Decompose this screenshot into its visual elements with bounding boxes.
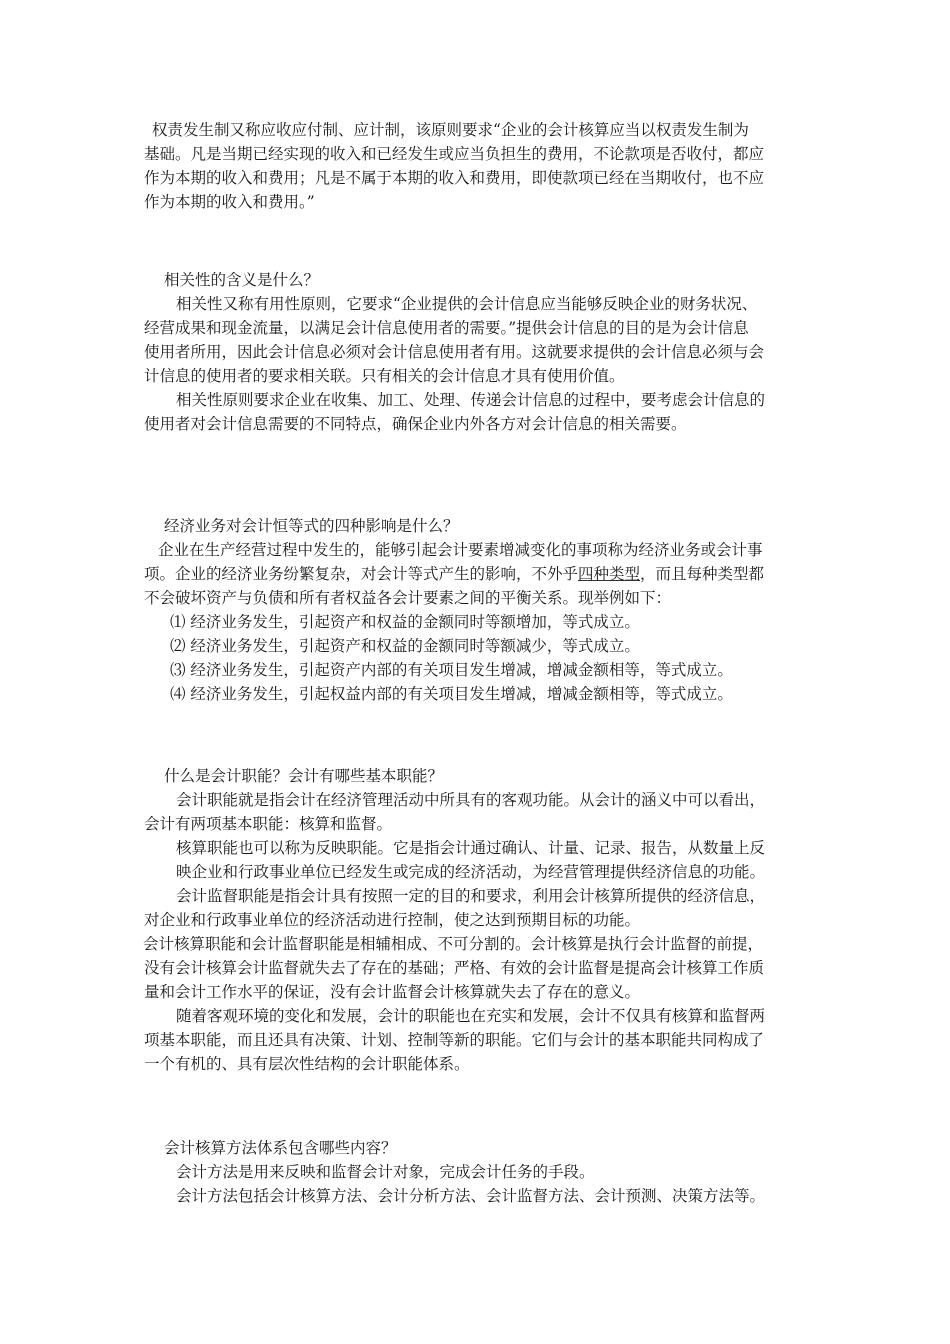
paragraph-line: 会计核算职能和会计监督职能是相辅相成、不可分割的。会计核算是执行会计监督的前提， (143, 935, 764, 953)
paragraph-line: 计信息的使用者的要求相关联。只有相关的会计信息才具有使用价值。 (144, 367, 625, 385)
paragraph-line: 不会破坏资产与负债和所有者权益各会计要素之间的平衡关系。现举例如下： (144, 589, 672, 607)
question-heading: 什么是会计职能？会计有哪些基本职能？ (164, 767, 444, 785)
paragraph-line: 随着客观环境的变化和发展，会计的职能也在充实和发展，会计不仅具有核算和监督两 (176, 1007, 766, 1025)
list-item: ⑴ 经济业务发生，引起资产和权益的金额同时等额增加，等式成立。 (170, 613, 640, 631)
paragraph-line: 经营成果和现金流量，以满足会计信息使用者的需要。”提供会计信息的目的是为会计信息 (144, 319, 749, 337)
paragraph-line (144, 562, 814, 586)
accounting-methods-section (144, 1136, 814, 1208)
paragraph-line: 会计监督职能是指会计具有按照一定的目的和要求，利用会计核算所提供的经济信息， (176, 887, 766, 905)
relevance-section (144, 268, 814, 436)
text-run: 项。企业的经济业务纷繁复杂，对会计等式产生的影响，不外乎 (144, 565, 579, 583)
list-item: ⑶ 经济业务发生，引起资产内部的有关项目发生增减，增减金额相等，等式成立。 (170, 661, 733, 679)
question-heading: 相关性的含义是什么？ (164, 271, 320, 289)
paragraph-line: 相关性又称有用性原则，它要求“企业提供的会计信息应当能够反映企业的财务状况、 (176, 295, 758, 313)
paragraph-line: 作为本期的收入和费用。” (144, 193, 315, 211)
question-heading: 经济业务对会计恒等式的四种影响是什么？ (164, 517, 459, 535)
paragraph-line: 使用者所用，因此会计信息必须对会计信息使用者有用。这就要求提供的会计信息必须与会 (144, 343, 765, 361)
paragraph-line: 会计有两项基本职能：核算和监督。 (144, 815, 393, 833)
paragraph-line: 一个有机的、具有层次性结构的会计职能体系。 (144, 1055, 470, 1073)
paragraph-line: 会计职能就是指会计在经济管理活动中所具有的客观功能。从会计的涵义中可以看出， (176, 791, 766, 809)
paragraph-line: 核算职能也可以称为反映职能。它是指会计通过确认、计量、记录、报告，从数量上反 (176, 839, 766, 857)
paragraph-line: 没有会计核算会计监督就失去了存在的基础；严格、有效的会计监督是提高会计核算工作质 (144, 959, 765, 977)
paragraph-line: 会计方法包括会计核算方法、会计分析方法、会计监督方法、会计预测、决策方法等。 (176, 1187, 766, 1205)
list-item: ⑷ 经济业务发生，引起权益内部的有关项目发生增减，增减金额相等，等式成立。 (170, 685, 733, 703)
list-item: ⑵ 经济业务发生，引起资产和权益的金额同时等额减少，等式成立。 (170, 637, 640, 655)
paragraph-line: 基础。凡是当期已经实现的收入和已经发生或应当负担生的费用，不论款项是否收付，都应 (144, 145, 765, 163)
paragraph-line: 项基本职能，而且还具有决策、计划、控制等新的职能。它们与会计的基本职能共同构成了 (144, 1031, 765, 1049)
paragraph-line: 会计方法是用来反映和监督会计对象，完成会计任务的手段。 (176, 1163, 595, 1181)
paragraph-line: 相关性原则要求企业在收集、加工、处理、传递会计信息的过程中，要考虑会计信息的 (176, 391, 766, 409)
paragraph-line: 企业在生产经营过程中发生的，能够引起会计要素增减变化的事项称为经济业务或会计事 (158, 541, 763, 559)
underlined-term: 四种类型 (578, 565, 641, 583)
equation-effects-section (144, 514, 814, 706)
question-heading: 会计核算方法体系包含哪些内容？ (164, 1139, 397, 1157)
paragraph-line: 量和会计工作水平的保证，没有会计监督会计核算就失去了存在的意义。 (144, 983, 641, 1001)
accrual-basis-paragraph (144, 118, 814, 214)
paragraph-line: 权责发生制又称应收应付制、应计制，该原则要求“企业的会计核算应当以权责发生制为 (152, 121, 749, 139)
accounting-functions-section (144, 764, 814, 1076)
paragraph-line: 对企业和行政事业单位的经济活动进行控制，使之达到预期目标的功能。 (144, 911, 641, 929)
paragraph-line: 映企业和行政事业单位已经发生或完成的经济活动，为经营管理提供经济信息的功能。 (176, 863, 766, 881)
text-run: ，而且每种类型都 (640, 565, 765, 583)
paragraph-line: 作为本期的收入和费用；凡是不属于本期的收入和费用，即使款项已经在当期收付，也不应 (144, 169, 765, 187)
paragraph-line: 使用者对会计信息需要的不同特点，确保企业内外各方对会计信息的相关需要。 (144, 415, 687, 433)
